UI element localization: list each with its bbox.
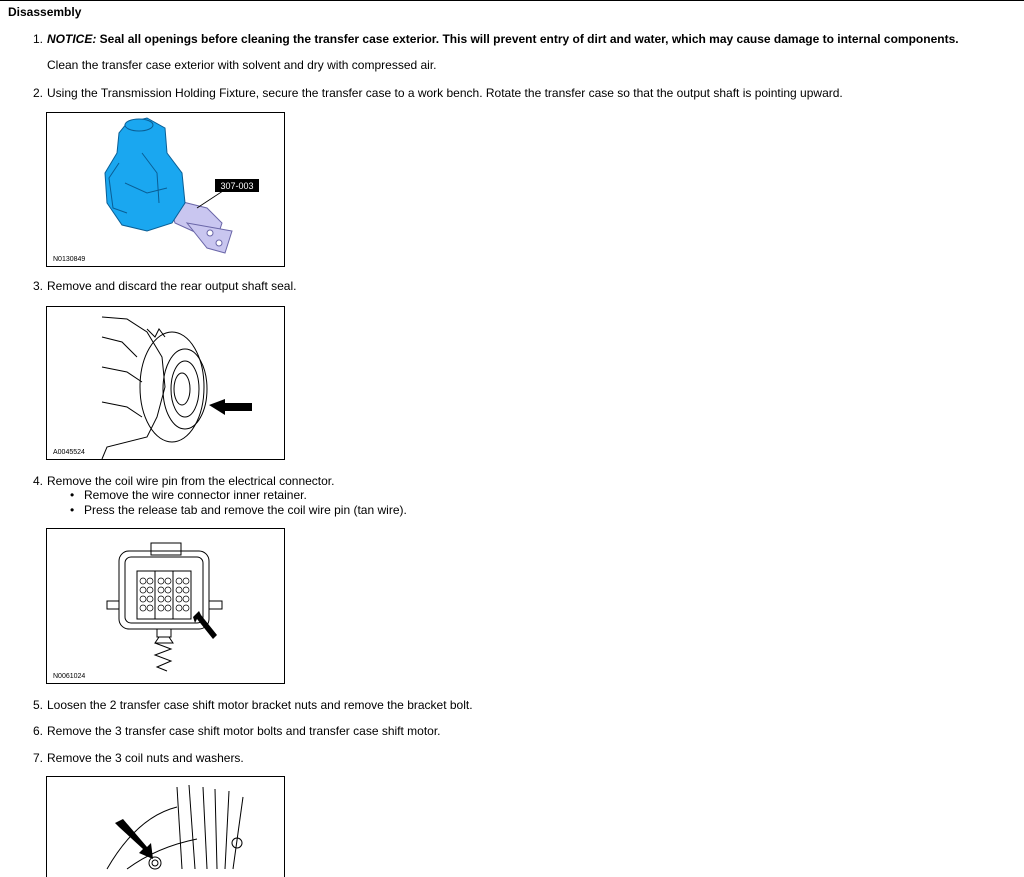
step-5-text: Loosen the 2 transfer case shift motor bracket nuts and remove the bracket bolt. xyxy=(47,698,473,712)
step-3-number: 3. xyxy=(33,279,44,293)
bullet-icon: • xyxy=(70,503,75,517)
arrow-icon xyxy=(209,399,252,415)
figure-electrical-connector xyxy=(46,528,285,684)
coil-nuts-illustration xyxy=(47,777,284,877)
notice-label: NOTICE: xyxy=(47,32,97,46)
section-heading: Disassembly xyxy=(8,5,82,19)
step-7-number: 7. xyxy=(33,751,44,765)
transfer-case-illustration xyxy=(47,113,284,266)
step-2-text: Using the Transmission Holding Fixture, secure the transfer case to a work bench. Rotate the transfer case so that the output shaft is pointing upward. xyxy=(47,86,843,100)
bullet-icon: • xyxy=(70,488,75,502)
step-1-notice xyxy=(47,32,959,46)
arrow-icon xyxy=(193,611,217,639)
step-2-number: 2. xyxy=(33,86,44,100)
figure-id: N0061024 xyxy=(53,673,86,680)
callout-label: 307-003 xyxy=(220,181,254,191)
step-4-text: Remove the coil wire pin from the electrical connector. xyxy=(47,474,335,488)
connector-illustration xyxy=(47,529,284,683)
figure-id: N0130849 xyxy=(53,256,86,263)
figure-id: A0045524 xyxy=(53,449,85,456)
figure-rear-output-seal xyxy=(46,306,285,460)
step-4-bullet-2: Press the release tab and remove the coil wire pin (tan wire). xyxy=(84,503,407,517)
notice-text: Seal all openings before cleaning the transfer case exterior. This will prevent entry of dirt and water, which may cause damage to internal components. xyxy=(96,32,959,46)
output-shaft-illustration xyxy=(47,307,284,459)
step-4-number: 4. xyxy=(33,474,44,488)
step-3-text: Remove and discard the rear output shaft seal. xyxy=(47,279,297,293)
step-1-substep: Clean the transfer case exterior with solvent and dry with compressed air. xyxy=(47,58,437,72)
step-6-text: Remove the 3 transfer case shift motor bolts and transfer case shift motor. xyxy=(47,724,441,738)
figure-coil-nuts xyxy=(46,776,285,877)
step-7-text: Remove the 3 coil nuts and washers. xyxy=(47,751,244,765)
top-rule xyxy=(0,0,1024,1)
step-6-number: 6. xyxy=(33,724,44,738)
arrow-icon xyxy=(115,819,153,859)
step-1-number: 1. xyxy=(33,32,44,46)
step-5-number: 5. xyxy=(33,698,44,712)
figure-transfer-case-fixture xyxy=(46,112,285,267)
step-4-bullet-1: Remove the wire connector inner retainer. xyxy=(84,488,307,502)
